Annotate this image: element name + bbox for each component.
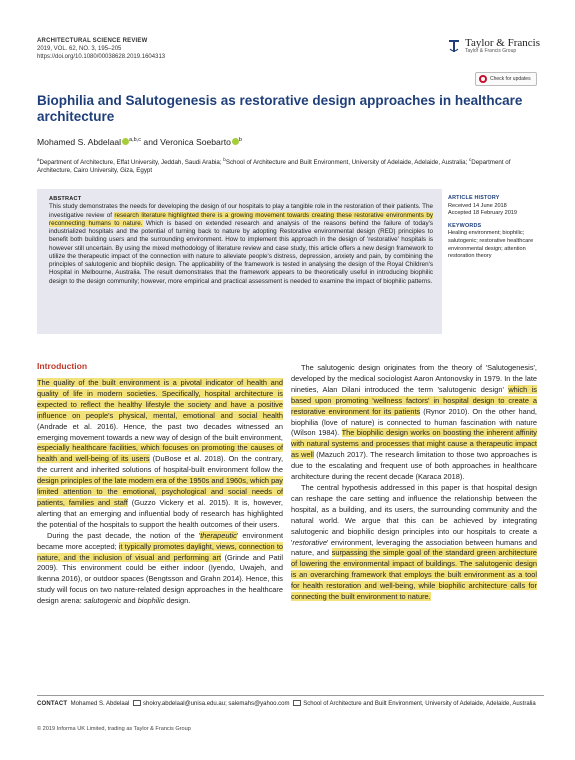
address-icon bbox=[293, 700, 301, 706]
email-icon bbox=[133, 700, 141, 706]
paragraph: The salutogenic design originates from the theory of 'Salutogenesis', developed by the medical sociologist Aaron Antonovsky in 1979. In the late nineties, Alan Dilani introduced the term 'salutogenic design' which is based upon promoting 'wellness factors' in hospital design to create a restorative environment for its patients (Rynor 2010). On the other hand, biophilia (love of nature) is connected to human fascination with nature (Wilson 1984). The biophilic design works on boosting the inherent affinity with natural systems and processes that might cause a therapeutic impact as well (Mazuch 2017). The research limitation to those two approaches is due to the escalating and frequent use of both approaches in healthcare architecture during the recent decade (Karaca 2018). bbox=[291, 363, 537, 482]
section-title-introduction: Introduction bbox=[37, 361, 88, 371]
keywords-list: Healing environment; biophilic; salutogenic; restorative healthcare environmental design; attention restoration theory bbox=[448, 230, 534, 260]
journal-header bbox=[37, 37, 165, 62]
article-title: Biophilia and Salutogenesis as restorative design approaches in healthcare architecture bbox=[37, 93, 523, 124]
author-name[interactable]: Mohamed S. Abdelaal bbox=[37, 137, 122, 147]
author-line bbox=[37, 137, 242, 147]
history-label: ARTICLE HISTORY bbox=[448, 195, 500, 201]
received-date: Received 14 June 2018 bbox=[448, 202, 507, 209]
publisher-name: Taylor & Francis bbox=[465, 37, 540, 49]
keywords-label: KEYWORDS bbox=[448, 222, 482, 229]
affiliation-a: Department of Architecture, Effat University, Jeddah, Saudi Arabia; bbox=[39, 159, 224, 167]
abstract-text: This study demonstrates the needs for developing the design of our hospitals to play a tangible role in the restoration of their patients. The investigative review of bbox=[49, 203, 433, 219]
author-affiliation-marker: b bbox=[238, 137, 242, 144]
author-affiliation-marker: a,b,c bbox=[129, 137, 142, 144]
doi-link[interactable]: https://doi.org/10.1080/00038628.2019.1604313 bbox=[37, 54, 166, 61]
abstract bbox=[49, 195, 433, 286]
contact-name: Mohamed S. Abdelaal bbox=[70, 701, 130, 707]
crossmark-icon bbox=[479, 75, 487, 83]
abstract-text: Which is based on extended research and analysis of the reasons behind the failure of today's industrialized hospitals and the potential of turning back to nature by adopting Restorative environmental design (RED) principles to benefit both building users and the surrounding environment. How to implement this approach in the design of 'restorative' hospitals is however still uncertain. By using the mixed methodology of literature review and case study, this article offers a new design framework to utilize the therapeutic impact of the connection with nature to alleviate people's distress, depression, anxiety and pain, by combining the principles of salutogenic and biophilic design. The applicability of the framework is tested in analysing the design of the Royal Children's Hospital in Melbourne, Australia. The result demonstrates that the framework appears to be theoretically useful in introducing biophilic design to the design community; however, more empirical and practical assessment is needed to examine the impact of biophilic patterns. bbox=[49, 219, 433, 285]
check-updates-button[interactable] bbox=[475, 72, 537, 86]
journal-volume: 2019, VOL. 62, NO. 3, 195–205 bbox=[37, 46, 122, 53]
copyright-notice: © 2019 Informa UK Limited, trading as Taylor & Francis Group bbox=[37, 726, 191, 732]
publisher-logo bbox=[447, 37, 540, 54]
author-name[interactable]: Veronica Soebarto bbox=[160, 137, 231, 147]
article-history bbox=[448, 195, 548, 261]
author-conjunction: and bbox=[141, 137, 161, 147]
abstract-label: ABSTRACT bbox=[49, 196, 82, 202]
highlighted-text: research literature highlighted there is a growing movement towards creating these restorative environments by reconnecting humans to nature. bbox=[49, 211, 433, 227]
contact-emails[interactable]: shokry.abdelaal@unisa.edu.au; salemahs@yahoo.com bbox=[143, 701, 290, 707]
affiliation-b: School of Architecture and Built Environment, University of Adelaide, Adelaide, Australia; bbox=[225, 159, 469, 167]
paragraph: During the past decade, the notion of the 'therapeutic' environment became more accepted; it typically promotes daylight, views, connection to nature, and the inclusion of visual and performing art (Grinde and Patil 2009). This environment could be either indoor (Iyendo, Uwajeh, and Ikenna 2016), or outdoor spaces (Bengtsson and Grahn 2014). Hence, this study will focus on two nature-related design approaches in the healthcare design arena: salutogenic and biophilic design. bbox=[37, 530, 284, 606]
contact-label: CONTACT bbox=[37, 701, 68, 707]
publisher-group: Taylor & Francis Group bbox=[465, 48, 517, 54]
affiliation-c: Department of Architecture, Cairo University, Giza, Egypt bbox=[37, 159, 511, 175]
check-updates-label: Check for updates bbox=[490, 76, 531, 82]
body-column-left bbox=[37, 378, 283, 607]
orcid-icon[interactable] bbox=[232, 138, 239, 145]
contact-block bbox=[37, 700, 542, 708]
contact-address: School of Architecture and Built Environment, University of Adelaide, Adelaide, Australia bbox=[303, 701, 536, 707]
body-column-right bbox=[291, 363, 537, 603]
paragraph: The central hypothesis addressed in this paper is that hospital design can reshape the care setting and influence the relationship between the hospital, as a building, and its users, the surrounding community and the natural world. We argue that this can be achieved by integrating salutogenic and biophilic design principles into our hospitals to create a 'restorative' environment, leveraging the association between humans and nature, and surpassing the simple goal of the standard green architecture of lowering the environmental impact of buildings. The salutogenic design is an overarching framework that employs the built environment as a tool for health restoration and well-being, while biophilic architecture calls for connecting the built environment to nature. bbox=[291, 482, 537, 602]
taylor-francis-logo-icon bbox=[447, 38, 461, 54]
paragraph: The quality of the built environment is a pivotal indicator of health and quality of life in modern societies. Specifically, hospital architecture is expected to reflect the healthy lifestyle the society and have a positive influence on people's physical, mental, emotional and social health (Andrade et al. 2016). Hence, the past two decades witnessed an emerging movement towards a new way of design of the built environment, especially healthcare facilities, which focuses on promoting the causes of health and well-being of its users (DuBose et al. 2018). On the contrary, the current and inherited solutions of hospital-built environment follow the design principles of the late modern era of the 1950s and 1960s, which pay limited attention to the emotional, psychological and social needs of patients, families and staff (Guzzo Vickery et al. 2015). It is, however, alerting that an emerging and influential body of research has highlighted the potential of the hospitals to support the health outcomes of their users. bbox=[37, 378, 283, 529]
accepted-date: Accepted 18 February 2019 bbox=[448, 210, 518, 217]
divider bbox=[37, 695, 544, 696]
journal-name: ARCHITECTURAL SCIENCE REVIEW bbox=[37, 38, 148, 44]
affiliations: $^a$Department of Architecture, Effat University, Jeddah, Saudi Arabia; $^b$School of Architecture and Built Environment, University of Adelaide, Adelaide, Australia; $^c$Department of Architecture, Cairo University, Giza, Egypt bbox=[37, 157, 511, 175]
